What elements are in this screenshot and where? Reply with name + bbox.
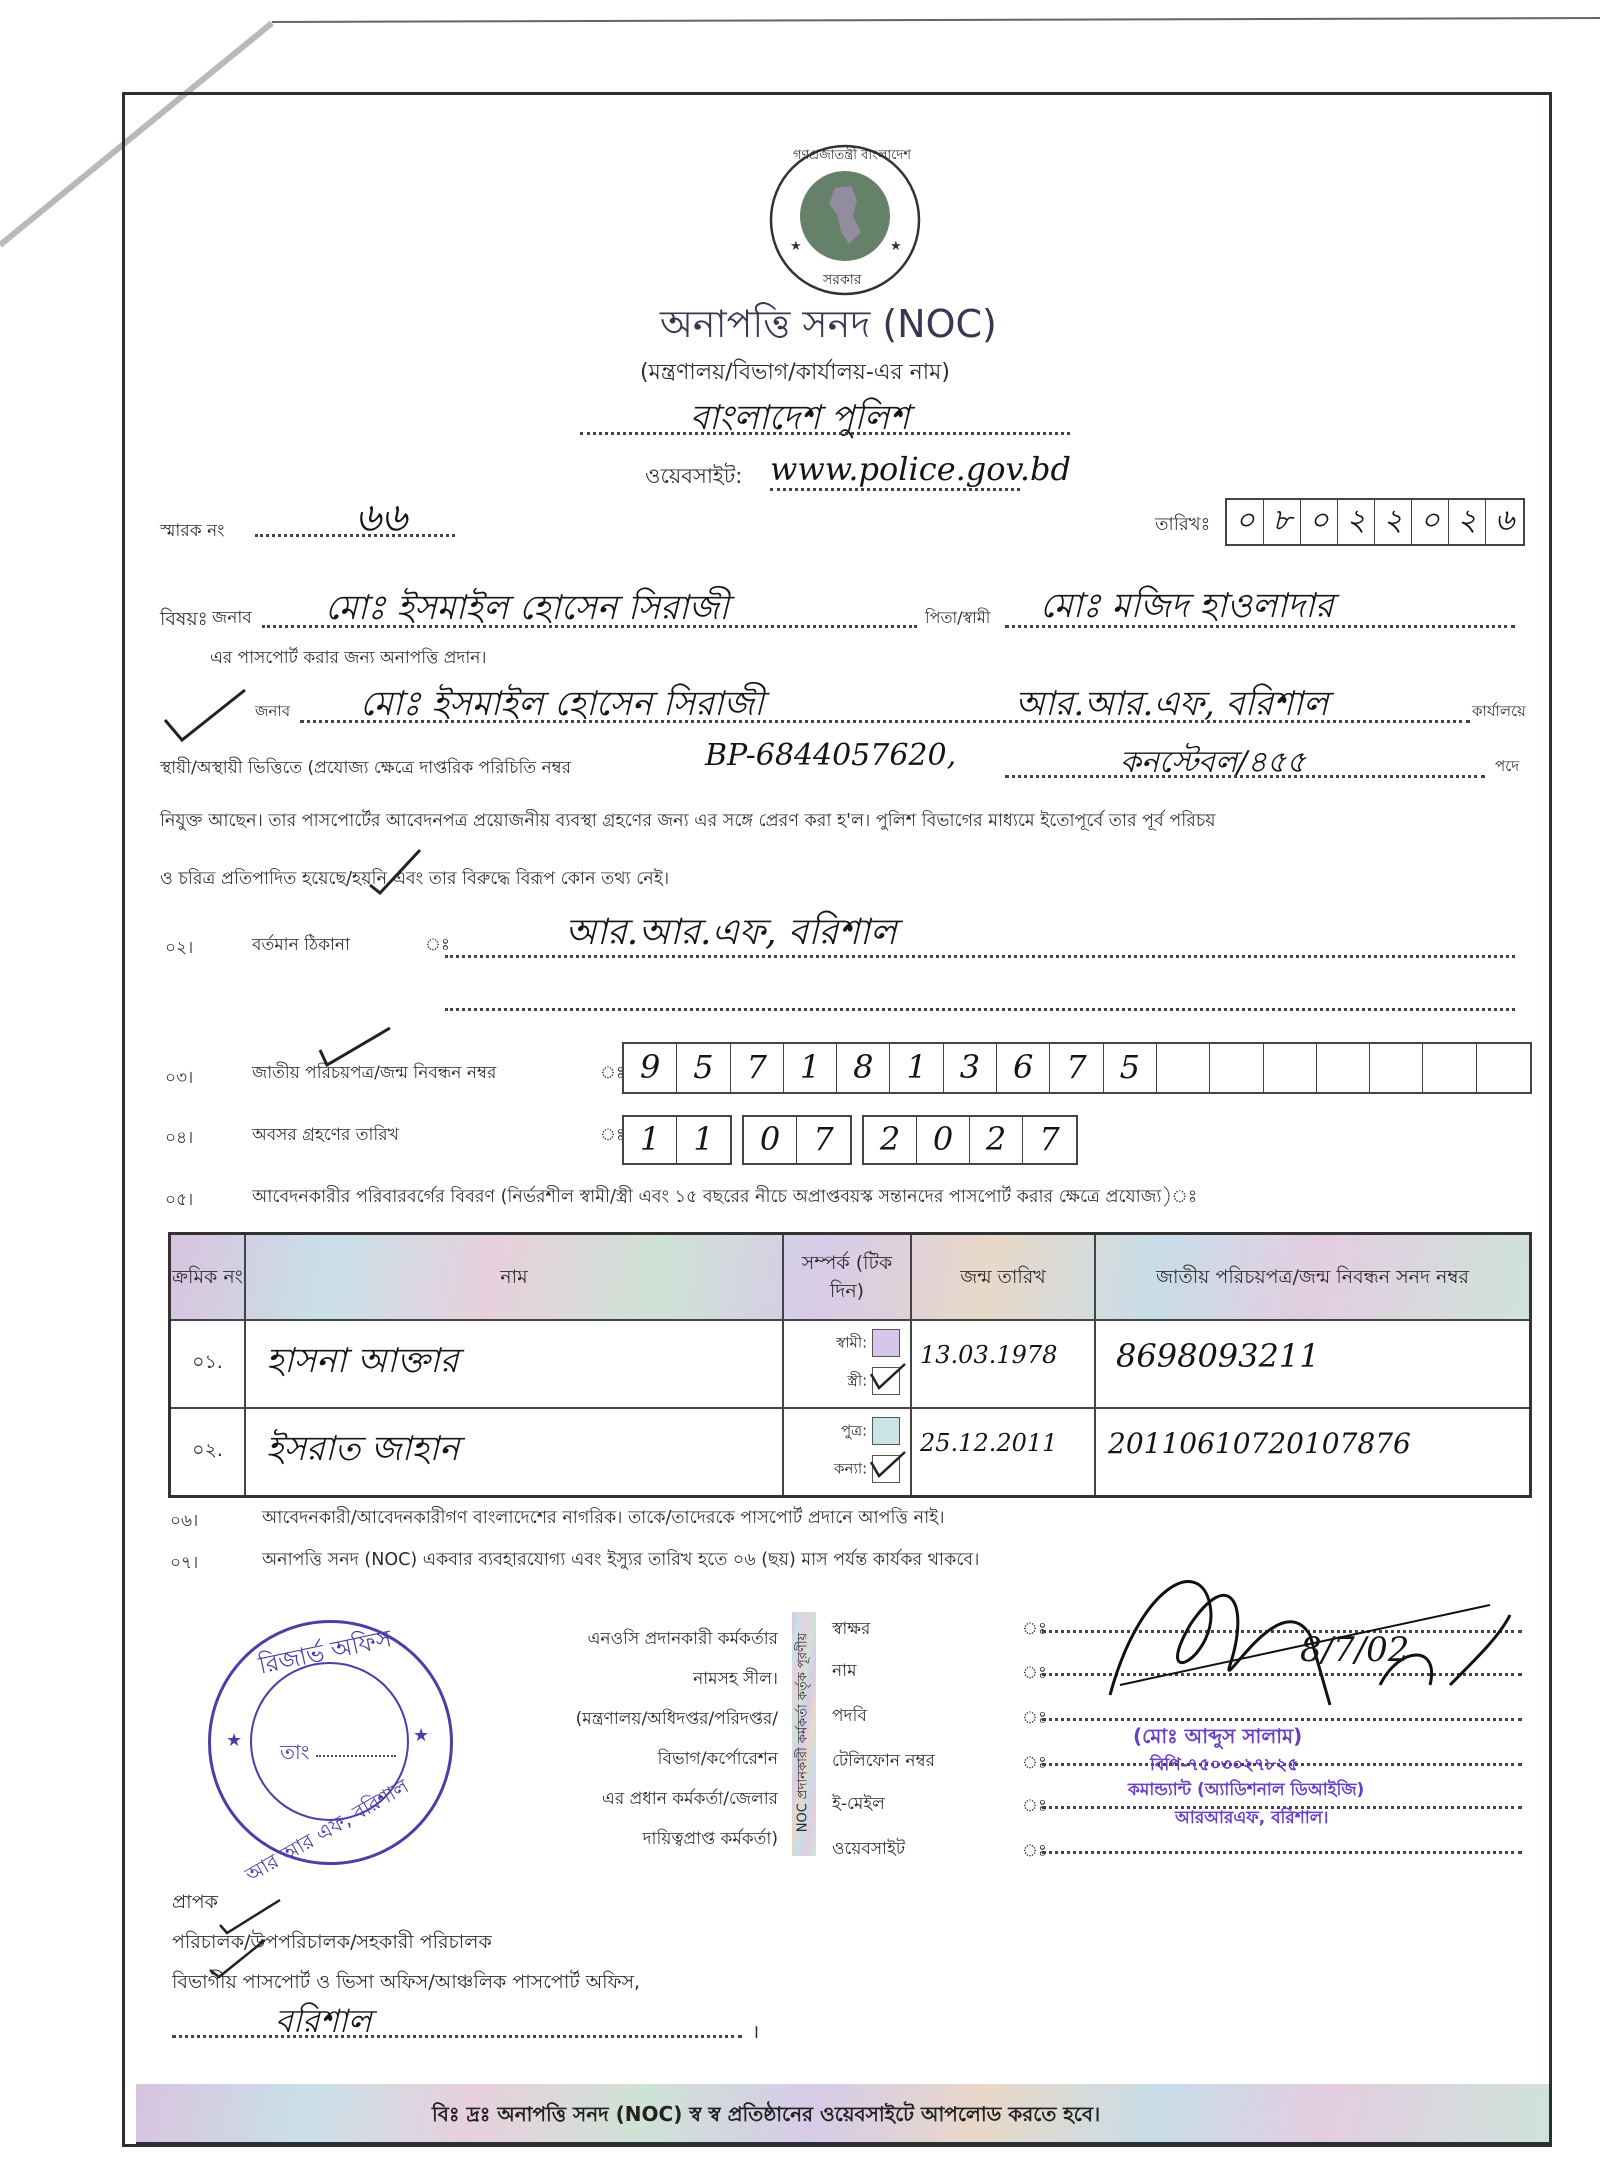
row-nid: 8698093211	[1116, 1337, 1320, 1375]
recipient-line1: পরিচালক/উপপরিচালক/সহকারী পরিচালক	[172, 1931, 492, 1953]
ministry-name: বাংলাদেশ পুলিশ	[690, 398, 910, 438]
field-label-designation: পদবি	[832, 1706, 867, 1726]
officer-note-line: এনওসি প্রদানকারী কর্মকর্তার	[587, 1629, 778, 1649]
field-colon: ঃ	[1022, 1663, 1047, 1683]
stamp-line: বিপি-৭৫০৩০২৭৮২৫	[1150, 1755, 1299, 1775]
son-checkbox[interactable]	[872, 1417, 900, 1445]
citizen-text: আবেদনকারী/আবেদনকারীগণ বাংলাদেশের নাগরিক। তাকে/তাদেরকে পাসপোর্ট প্রদানে আপত্তি নাই।	[262, 1508, 945, 1528]
address-num: ০২।	[165, 938, 194, 958]
nid-num: ০৩।	[165, 1068, 194, 1088]
relation-label-wife: স্ত্রী:	[847, 1371, 868, 1390]
signature-date: 8/7/02	[1300, 1630, 1410, 1670]
subject-line2: এর পাসপোর্ট করার জন্য অনাপত্তি প্রদান।	[210, 648, 487, 668]
row-dob: 25.12.2011	[920, 1429, 1058, 1457]
recipient-end: ।	[752, 2021, 760, 2043]
retire-day-digit: 1	[693, 1120, 714, 1158]
husband-checkbox[interactable]	[872, 1329, 900, 1357]
row-serial: ০২.	[170, 1408, 246, 1497]
nid-boxes	[622, 1042, 1532, 1094]
retire-month-digit: 7	[813, 1120, 834, 1158]
reserve-office-seal	[208, 1620, 453, 1887]
ministry-subtitle: (মন্ত্রণালয়/বিভাগ/কার্যালয়-এর নাম)	[640, 360, 950, 385]
relation-cell	[783, 1408, 911, 1497]
header-serial: ক্রমিক নং	[170, 1234, 246, 1321]
seal-star-icon: ★	[226, 1730, 243, 1751]
retire-month-digit: 0	[744, 1117, 797, 1163]
designation-dotted	[1042, 1718, 1522, 1721]
nid-digit: 9	[624, 1044, 677, 1092]
officer-note-line: (মন্ত্রণালয়/অধিদপ্তর/পরিদপ্তর/	[575, 1709, 778, 1729]
address-dotted	[445, 955, 1515, 958]
address-colon: ঃ	[425, 935, 450, 955]
header-name: নাম	[245, 1234, 783, 1321]
officer-note-line: দায়িত্বপ্রাপ্ত কর্মকর্তা)	[642, 1829, 778, 1849]
row-name-cell	[245, 1408, 783, 1497]
header-nid: জাতীয় পরিচয়পত্র/জন্ম নিবন্ধন সনদ নম্বর	[1095, 1234, 1531, 1321]
check-mark-icon	[867, 1362, 907, 1392]
father-dotted	[1005, 625, 1515, 628]
memo-value: ৬৬	[355, 495, 408, 541]
date-digit: ২	[1449, 500, 1486, 544]
retire-month-boxes	[742, 1115, 852, 1165]
date-boxes	[1225, 498, 1525, 546]
nid-digit: 8	[837, 1044, 890, 1092]
row-name-cell	[245, 1320, 783, 1408]
validity-num: ০৭।	[170, 1553, 199, 1573]
father-label: পিতা/স্বামী	[925, 608, 991, 627]
date-digit: ০	[1412, 500, 1449, 544]
row-dob-cell	[911, 1320, 1095, 1408]
nid-digit	[1210, 1044, 1263, 1092]
nid-digit: 7	[731, 1044, 784, 1092]
nid-digit	[1264, 1044, 1317, 1092]
field-colon: ঃ	[1022, 1708, 1047, 1728]
row-nid-cell	[1095, 1320, 1531, 1408]
field-label-website: ওয়েবসাইট	[832, 1839, 906, 1859]
bp-number: BP-6844057620,	[705, 738, 957, 773]
seal-date-label: তাং	[280, 1740, 310, 1764]
check-mark-icon	[867, 1450, 907, 1480]
nid-digit	[1370, 1044, 1423, 1092]
footer-note: বিঃ দ্রঃ অনাপত্তি সনদ (NOC) স্ব স্ব প্রতিষ্ঠানের ওয়েবসাইটে আপলোড করতে হবে।	[432, 2102, 1101, 2126]
date-digit: ৬	[1494, 503, 1515, 538]
recipient-line2: বিভাগীয় পাসপোর্ট ও ভিসা অফিস/আঞ্চলিক পাসপোর্ট অফিস,	[172, 1971, 641, 1993]
website-dotted-line	[770, 488, 1020, 491]
website-label: ওয়েবসাইট:	[645, 464, 743, 488]
family-heading-num: ০৫।	[165, 1190, 194, 1210]
family-heading-text: আবেদনকারীর পরিবারবর্গের বিবরণ (নির্ভরশীল স্বামী/স্ত্রী এবং ১৫ বছরের নীচে অপ্রাপ্তবয়স্ক সন্তানদের পাসপোর্ট করার ক্ষেত্রে প্রযোজ্য)ঃ	[252, 1187, 1198, 1207]
subject-label: বিষয়ঃ	[160, 608, 208, 630]
daughter-checkbox[interactable]	[872, 1455, 900, 1483]
address-value: আর.আর.এফ, বরিশাল	[565, 912, 897, 953]
row-name: হাসনা আক্তার	[266, 1341, 459, 1381]
designation-dotted	[1005, 775, 1485, 778]
field-label-signature: স্বাক্ষর	[832, 1619, 871, 1639]
field-colon: ঃ	[1022, 1796, 1047, 1816]
nid-digit	[1423, 1044, 1476, 1092]
header-relation: সম্পর্ক (টিক দিন)	[783, 1234, 911, 1321]
retire-num: ০৪।	[165, 1128, 194, 1148]
relation-label-husband: স্বামী:	[836, 1333, 868, 1352]
row-dob: 13.03.1978	[920, 1341, 1058, 1369]
seal-star-icon: ★	[413, 1725, 430, 1746]
field-colon: ঃ	[1022, 1841, 1047, 1861]
memo-dotted-line	[255, 534, 455, 537]
row-nid-cell	[1095, 1408, 1531, 1497]
date-digit: ০	[1227, 500, 1264, 544]
post-suffix: পদে	[1495, 757, 1520, 775]
wife-checkbox[interactable]	[872, 1367, 900, 1395]
table-row	[170, 1408, 1531, 1497]
nid-digit: 1	[890, 1044, 943, 1092]
family-table	[168, 1232, 1532, 1498]
footer-note-band	[136, 2084, 1549, 2146]
nid-digit: 5	[677, 1044, 730, 1092]
government-emblem	[765, 140, 925, 300]
emblem-bottom-text: সরকার	[823, 272, 862, 288]
retire-label: অবসর গ্রহণের তারিখ	[252, 1125, 399, 1145]
retire-colon: ঃ	[600, 1125, 625, 1145]
date-label: তারিখঃ	[1155, 514, 1211, 535]
nid-colon: ঃ	[600, 1063, 625, 1083]
office-suffix: কার্যালয়ে	[1472, 702, 1526, 720]
ministry-dotted-line	[580, 432, 1070, 435]
relation-label-son: পুত্র:	[840, 1421, 868, 1440]
retire-year-digit: 2	[864, 1117, 917, 1163]
citizen-num: ০৬।	[170, 1511, 199, 1531]
retire-day-boxes	[622, 1115, 732, 1165]
table-row	[170, 1320, 1531, 1408]
nid-digit: 6	[997, 1044, 1050, 1092]
officer-note-line: নামসহ সীল।	[693, 1669, 778, 1689]
website-value: www.police.gov.bd	[770, 450, 1071, 488]
page-title: অনাপত্তি সনদ (NOC)	[660, 302, 997, 346]
body-name-dotted	[300, 720, 1470, 723]
nid-digit	[1477, 1044, 1530, 1092]
body-office: আর.আর.এফ, বরিশাল	[1015, 684, 1329, 724]
validity-text: অনাপত্তি সনদ (NOC) একবার ব্যবহারযোগ্য এবং ইস্যুর তারিখ হতে ০৬ (ছয়) মাস পর্যন্ত কার্যকর থাকবে।	[262, 1550, 980, 1570]
officer-note-line: বিভাগ/কর্পোরেশন	[657, 1749, 778, 1769]
nid-digit: 7	[1050, 1044, 1103, 1092]
officer-vertical-strip	[792, 1612, 816, 1856]
officer-note-line: এর প্রধান কর্মকর্তা/জেলার	[601, 1789, 778, 1809]
nid-digit	[1317, 1044, 1370, 1092]
designation: কনস্টেবল/৪৫৫	[1120, 745, 1306, 780]
date-digit: ২	[1375, 500, 1412, 544]
field-label-name: নাম	[832, 1661, 857, 1681]
subject-name-dotted	[262, 625, 917, 628]
date-digit: ২	[1338, 500, 1375, 544]
recipient-city-dotted	[172, 2035, 742, 2038]
vertical-strip-text: NOC প্রদানকারী কর্মকর্তা কর্তৃক পূরণীয়	[795, 1632, 811, 1833]
retire-year-digit: 0	[917, 1117, 970, 1163]
family-table-header	[170, 1234, 1531, 1321]
nid-digit: 5	[1104, 1044, 1157, 1092]
address-label: বর্তমান ঠিকানা	[252, 935, 350, 955]
retire-year-digit: 2	[970, 1117, 1023, 1163]
header-dob: জন্ম তারিখ	[911, 1234, 1095, 1321]
nid-label: জাতীয় পরিচয়পত্র/জন্ম নিবন্ধন নম্বর	[252, 1063, 497, 1083]
check-mark-icon	[365, 845, 425, 895]
body-line2-prefix: স্থায়ী/অস্থায়ী ভিত্তিতে (প্রযোজ্য ক্ষেত্রে দাপ্তরিক পরিচিতি নম্বর	[160, 758, 572, 778]
body-applicant-name: মোঃ ইসমাইল হোসেন সিরাজী	[360, 684, 764, 724]
stamp-line: কমান্ড্যান্ট (অ্যাডিশনাল ডিআইজি)	[1128, 1780, 1365, 1800]
retire-day-digit: 1	[624, 1117, 677, 1163]
date-digit: ৮	[1264, 500, 1301, 544]
row-name: ইসরাত জাহান	[266, 1429, 460, 1469]
memo-label: স্মারক নং	[160, 521, 225, 541]
body-mr-label: জনাব	[255, 702, 291, 720]
seal-top-text: রিজার্ভ অফিস	[256, 1624, 395, 1680]
svg-text:★: ★	[790, 239, 802, 254]
address-dotted-2	[445, 1008, 1515, 1011]
recipient-label: প্রাপক	[172, 1891, 218, 1913]
body-line3: নিযুক্ত আছেন। তার পাসপোর্টের আবেদনপত্র প্রয়োজনীয় ব্যবস্থা গ্রহণের জন্য এর সঙ্গে প্রেরণ করা হ'ল। পুলিশ বিভাগের মাধ্যমে ইতোপূর্বে তার পূর্ব পরিচয়	[160, 811, 1216, 831]
stamp-line: আরআরএফ, বরিশাল।	[1175, 1808, 1329, 1828]
check-mark-icon	[160, 685, 250, 745]
field-colon: ঃ	[1022, 1619, 1047, 1639]
recipient-city: বরিশাল	[275, 2002, 372, 2040]
field-colon: ঃ	[1022, 1753, 1047, 1773]
row-serial: ০১.	[170, 1320, 246, 1408]
svg-text:★: ★	[890, 239, 902, 254]
seal-date-dotted	[316, 1755, 396, 1757]
nid-digit: 1	[784, 1044, 837, 1092]
seal-bottom-text: আর আর এফ, বরিশাল	[241, 1773, 413, 1887]
father-name: মোঃ মজিদ হাওলাদার	[1040, 586, 1334, 626]
applicant-name: মোঃ ইসমাইল হোসেন সিরাজী	[325, 588, 729, 628]
retire-year-boxes	[862, 1115, 1078, 1165]
row-dob-cell	[911, 1408, 1095, 1497]
retire-year-digit: 7	[1039, 1120, 1060, 1158]
nid-digit: 3	[944, 1044, 997, 1092]
nid-digit	[1157, 1044, 1210, 1092]
field-label-telephone: টেলিফোন নম্বর	[832, 1751, 935, 1771]
stamp-line: (মোঃ আব্দুস সালাম)	[1133, 1724, 1303, 1748]
subject-mr-label: জনাব	[212, 608, 252, 628]
relation-cell	[783, 1320, 911, 1408]
emblem-top-text: গণপ্রজাতন্ত্রী বাংলাদেশ	[793, 148, 911, 163]
website-dotted	[1042, 1851, 1522, 1854]
relation-label-daughter: কন্যা:	[834, 1459, 868, 1478]
row-nid: 20110610720107876	[1108, 1427, 1411, 1460]
field-label-email: ই-মেইল	[832, 1794, 885, 1814]
date-digit: ০	[1301, 500, 1338, 544]
body-line4: ও চরিত্র প্রতিপাদিত হয়েছে/হয়নি এবং তার বিরুদ্ধে বিরূপ কোন তথ্য নেই।	[160, 869, 670, 889]
